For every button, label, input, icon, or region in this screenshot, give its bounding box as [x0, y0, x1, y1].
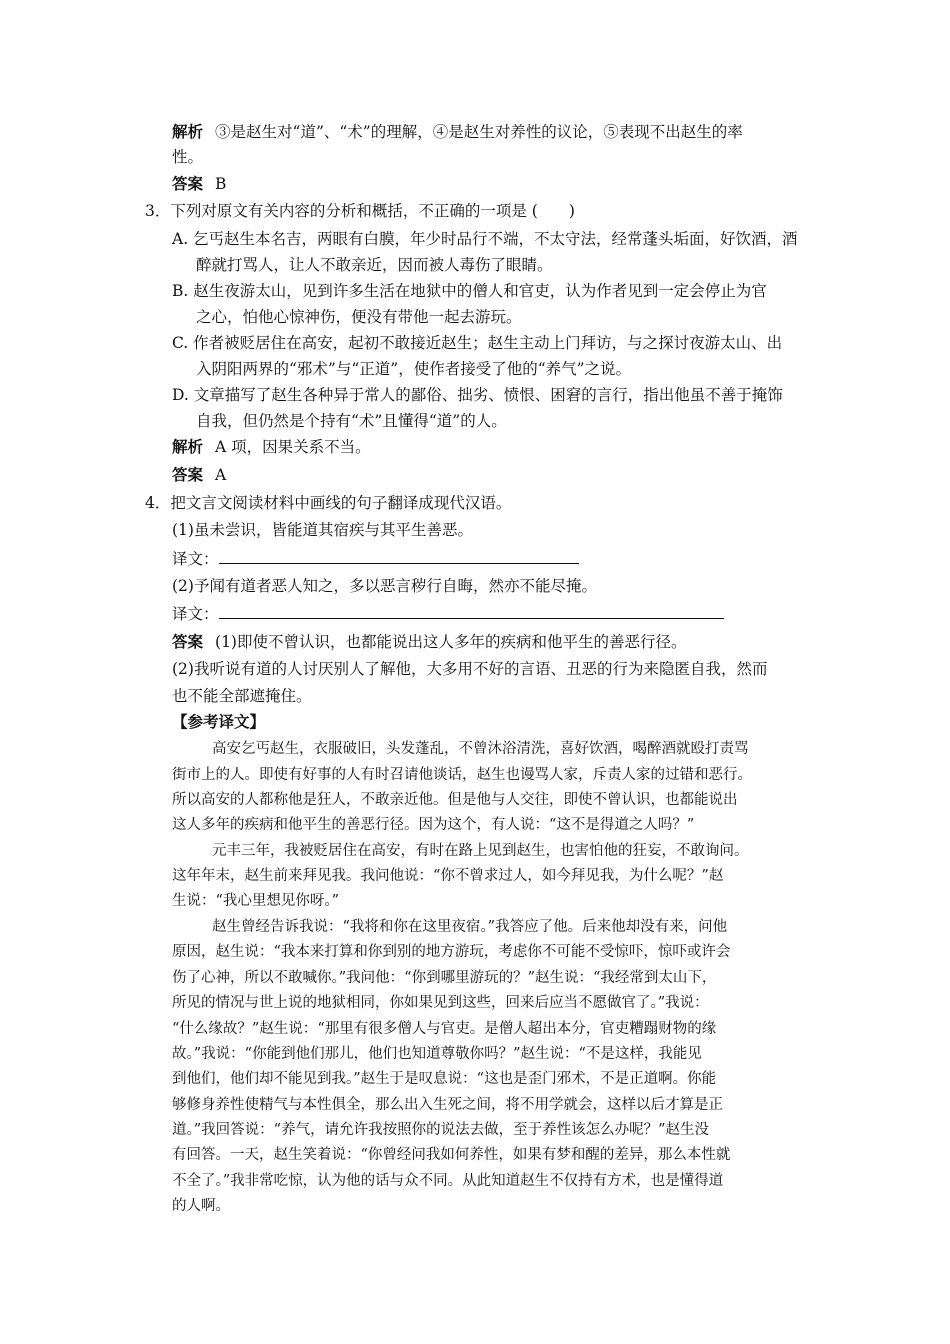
translation-line: 高安乞丐赵生，衣服破旧，头发蓬乱，不曾沐浴清洗，喜好饮酒，喝醉酒就殴打责骂	[212, 741, 749, 757]
translation-line: 够修身养性使精气与本性俱全，那么出入生死之间，将不用学就会，这样以后才算是正	[172, 1097, 723, 1113]
q2-explain-label: 解析	[172, 122, 204, 141]
q4-translation-2-blank[interactable]	[219, 603, 724, 619]
q4-stem-line	[145, 492, 511, 514]
q4-sentence-2: (2)予闻有道者恶人知之，多以恶言秽行自晦，然亦不能尽掩。	[172, 577, 597, 595]
q4-answer-label: 答案	[172, 632, 204, 651]
translation-line: 不全了。”我非常吃惊，认为他的话与众不同。从此知道赵生不仅持有方术，也是懂得道	[172, 1173, 724, 1189]
translation-line: 道。”我回答说：“养气，请允许我按照你的说法去做，至于养性该怎么办呢？”赵生没	[172, 1122, 709, 1138]
q3-answer-value: A	[215, 466, 227, 484]
translation-line: 街市上的人。即使有好事的人有时召请他谈话，赵生也谩骂人家，斥责人家的过错和恶行。	[172, 767, 752, 783]
q4-answer-line	[172, 631, 686, 653]
q3-option-b: B. 赵生夜游太山，见到许多生活在地狱中的僧人和官吏，认为作者见到一定会停止为官	[172, 282, 767, 300]
translation-line: 故。”我说：“你能到他们那儿，他们也知道尊敬你吗？”赵生说：“不是这样，我能见	[172, 1046, 702, 1062]
translation-line: 有回答。一天，赵生笑着说：“你曾经问我如何养性，如果有梦和醒的差异，那么本性就	[172, 1147, 731, 1163]
translation-line: 赵生曾经告诉我说：“我将和你在这里夜宿。”我答应了他。后来他却没有来，问他	[212, 919, 728, 935]
q4-stem: 把文言文阅读材料中画线的句子翻译成现代汉语。	[170, 494, 512, 512]
q2-answer-line	[172, 173, 226, 195]
q3-answer-label: 答案	[172, 465, 204, 484]
q2-explain-text: ③是赵生对“道”、“术”的理解，④是赵生对养性的议论，⑤表现不出赵生的率	[215, 123, 743, 141]
q3-explain-line	[172, 436, 371, 458]
q3-option-b-cont: 之心，怕他心惊神伤，便没有带他一起去游玩。	[196, 308, 522, 326]
q3-option-c-cont: 入阴阳两界的“邪术”与“正道”，使作者接受了他的“养气”之说。	[196, 360, 632, 378]
q3-option-d: D. 文章描写了赵生各种异于常人的鄙俗、拙劣、愤恨、困窘的言行，指出他虽不善于掩饰	[172, 386, 783, 404]
q3-stem-line	[145, 200, 575, 222]
translation-line: 所以高安的人都称他是狂人，不敢亲近他。但是他与人交往，即使不曾认识，也都能说出	[172, 792, 738, 808]
q4-translation-1-blank[interactable]	[219, 548, 579, 564]
q3-answer-line	[172, 464, 226, 486]
translation-line: 伤了心神，所以不敢喊你。”我问他：“你到哪里游玩的？”赵生说：“我经常到太山下，	[172, 970, 717, 986]
translation-line: 生说：“我心里想见你呀。”	[172, 893, 340, 909]
q3-option-a-cont: 醉就打骂人，让人不敢亲近，因而被人毒伤了眼睛。	[196, 256, 553, 274]
q4-answer-2: (2)我听说有道的人讨厌别人了解他，大多用不好的言语、丑恶的行为来隐匿自我，然而	[172, 660, 768, 678]
q4-sentence-1: (1)虽未尝识，皆能道其宿疾与其平生善恶。	[172, 521, 473, 539]
translation-line: “什么缘故？”赵生说：“那里有很多僧人与官吏。是僧人超出本分，官吏糟蹋财物的缘	[172, 1021, 717, 1037]
q2-explain-line	[172, 121, 743, 143]
translation-heading: 【参考译文】	[172, 712, 266, 731]
q2-answer-value: B	[215, 175, 227, 193]
q3-option-d-cont: 自我，但仍然是个持有“术”且懂得“道”的人。	[196, 412, 507, 430]
q3-option-c: C. 作者被贬居住在高安，起初不敢接近赵生；赵生主动上门拜访，与之探讨夜游太山、出	[172, 334, 783, 352]
q3-explain-text: A 项，因果关系不当。	[215, 438, 371, 456]
q4-answer-3: 也不能全部遮掩住。	[172, 687, 312, 705]
translation-line: 的人啊。	[172, 1198, 230, 1214]
q3-stem: 下列对原文有关内容的分析和概括，不正确的一项是 ( )	[170, 202, 575, 220]
translation-line: 这年年末，赵生前来拜见我。我问他说：“你不曾求过人，如今拜见我，为什么呢？”赵	[172, 868, 724, 884]
q4-number: 4．	[145, 494, 171, 512]
translation-line: 到他们，他们却不能见到我。”赵生于是叹息说：“这也是歪门邪术，不是正道啊。你能	[172, 1071, 717, 1087]
q4-translation-1-label: 译文：	[172, 550, 219, 568]
q4-translation-2-label: 译文：	[172, 605, 219, 623]
translation-line: 原因，赵生说：“我本来打算和你到别的地方游玩，考虑你不可能不受惊吓，惊吓或许会	[172, 944, 731, 960]
q2-explain-line-2: 性。	[172, 148, 204, 166]
translation-line: 这人多年的疾病和他平生的善恶行径。因为这个，有人说：“这不是得道之人吗？”	[172, 817, 695, 833]
q4-translation-2-line	[172, 603, 724, 625]
q4-translation-1-line	[172, 548, 579, 570]
q2-answer-label: 答案	[172, 174, 204, 193]
q3-number: 3．	[145, 202, 171, 220]
translation-line: 所见的情况与世上说的地狱相同，你如果见到这些，回来后应当不愿做官了。”我说：	[172, 995, 709, 1011]
q4-answer-1: (1)即使不曾认识，也都能说出这人多年的疾病和他平生的善恶行径。	[215, 633, 687, 651]
q3-explain-label: 解析	[172, 437, 204, 456]
q3-option-a: A. 乞丐赵生本名吉，两眼有白膜，年少时品行不端，不太守法，经常蓬头垢面，好饮酒，酒	[172, 230, 798, 248]
translation-line: 元丰三年，我被贬居住在高安，有时在路上见到赵生，也害怕他的狂妄，不敢询问。	[212, 843, 749, 859]
